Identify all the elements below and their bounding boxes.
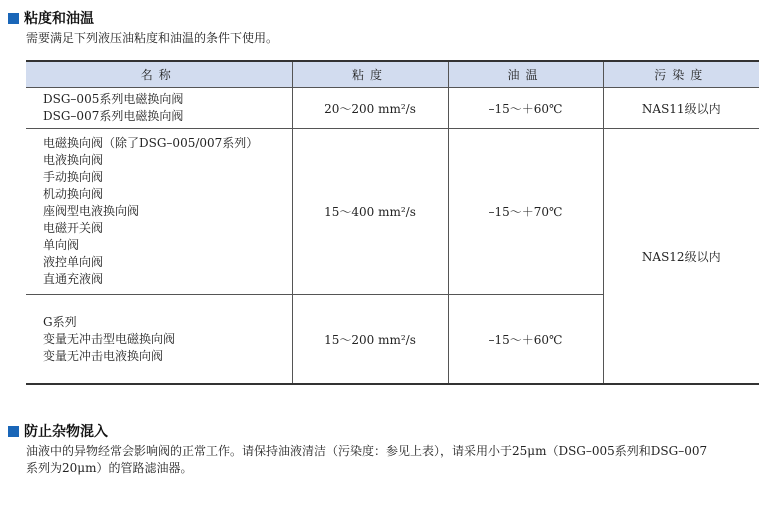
valve-name: 座阀型电液换向阀 bbox=[43, 204, 140, 218]
valve-name: 电液换向阀 bbox=[43, 153, 104, 167]
table-row bbox=[26, 88, 759, 129]
section-title: 防止杂物混入 bbox=[24, 424, 108, 440]
valve-name: 变量无冲击电液换向阀 bbox=[43, 348, 164, 363]
section-description bbox=[26, 443, 707, 477]
valve-name: DSG–007系列电磁换向阀 bbox=[43, 109, 184, 123]
description-line: 系列为20μm）的管路滤油器。 bbox=[26, 461, 193, 475]
valve-name: 电磁换向阀（除了DSG–005/007系列） bbox=[43, 136, 259, 150]
valve-names-cell bbox=[26, 88, 292, 129]
valve-names-cell bbox=[26, 295, 292, 385]
valve-name: 直通充液阀 bbox=[43, 272, 104, 286]
valve-name: 手动换向阀 bbox=[43, 170, 104, 184]
valve-name: 液控单向阀 bbox=[43, 255, 104, 269]
header-temperature: 油温 bbox=[448, 61, 603, 88]
valve-name: 电磁开关阀 bbox=[43, 221, 104, 235]
header-viscosity: 粘度 bbox=[292, 61, 448, 88]
valve-name: 机动换向阀 bbox=[43, 187, 104, 201]
table-row bbox=[26, 129, 759, 295]
section-viscosity-heading bbox=[8, 8, 94, 28]
contamination-cell: NAS12级以内 bbox=[603, 129, 759, 385]
viscosity-cell: 20～200 mm²/s bbox=[292, 88, 448, 129]
description-line: 油液中的异物经常会影响阀的正常工作。请保持油液清洁（污染度：参见上表），请采用小于25μm（DSG–005系列和DSG–007 bbox=[26, 444, 708, 458]
valve-name: G系列 bbox=[43, 314, 77, 329]
valve-name: 变量无冲击型电磁换向阀 bbox=[43, 331, 176, 346]
valve-name: 单向阀 bbox=[43, 238, 80, 252]
section-marker-icon bbox=[8, 13, 19, 24]
valve-names-cell bbox=[26, 129, 292, 295]
temperature-cell: –15～＋60℃ bbox=[448, 295, 603, 385]
table-header-row bbox=[26, 61, 759, 88]
section-title: 粘度和油温 bbox=[24, 11, 94, 27]
temperature-cell: –15～＋70℃ bbox=[448, 129, 603, 295]
contamination-cell: NAS11级以内 bbox=[603, 88, 759, 129]
section-contamination-heading bbox=[8, 421, 108, 441]
header-name: 名称 bbox=[26, 61, 292, 88]
viscosity-cell: 15～400 mm²/s bbox=[292, 129, 448, 295]
section-marker-icon bbox=[8, 426, 19, 437]
valve-name: DSG–005系列电磁换向阀 bbox=[43, 92, 184, 106]
conditions-table bbox=[26, 60, 759, 385]
temperature-cell: –15～＋60℃ bbox=[448, 88, 603, 129]
section-description: 需要满足下列液压油粘度和油温的条件下使用。 bbox=[26, 31, 279, 45]
header-contamination: 污染度 bbox=[603, 61, 759, 88]
viscosity-cell: 15～200 mm²/s bbox=[292, 295, 448, 385]
